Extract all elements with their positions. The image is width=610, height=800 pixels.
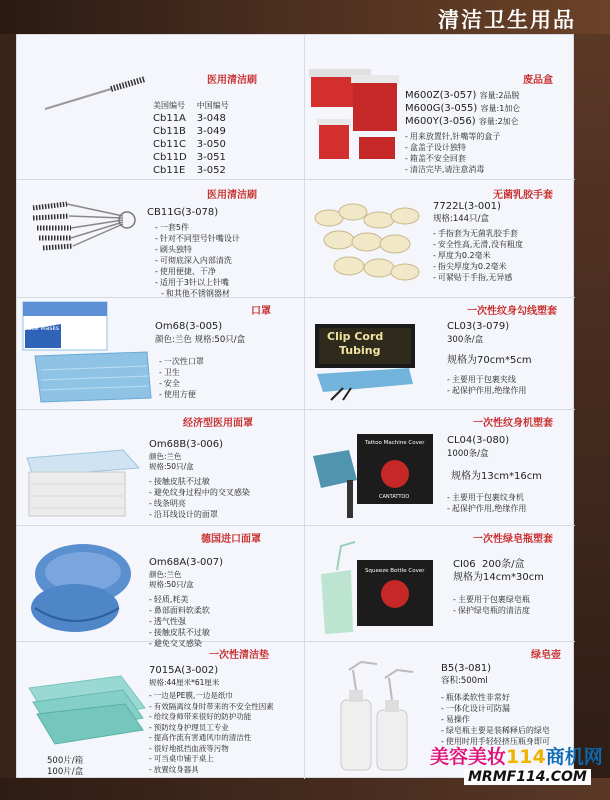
- feature-item: - 主要用于包裹绿皂瓶: [453, 594, 530, 605]
- product-spec: 规格:144只/盒: [433, 214, 489, 224]
- category-title: 德国进口面罩: [201, 534, 261, 545]
- feature-item: - 主要用于包裹纹身机: [447, 492, 526, 503]
- product-qty: 300条/盒: [447, 335, 484, 345]
- feature-item: - 箱盖不安全回套: [405, 153, 500, 164]
- us-code: Cb11A: [153, 113, 186, 124]
- category-title: 医用清洁刷: [207, 75, 257, 86]
- product-code: Om68A(3-007): [149, 557, 224, 568]
- cn-code: 3-052: [196, 165, 226, 176]
- feature-item: - 绿皂瓶主要是装稀释后的绿皂: [441, 725, 550, 736]
- pad-image: [25, 668, 149, 748]
- table-row: [153, 112, 239, 125]
- feature-list: [453, 594, 530, 616]
- watermark-url: MRMF114.COM: [464, 769, 591, 785]
- cn-code: 3-051: [196, 152, 226, 163]
- feature-item: - 给纹身师带来很好的防护功能: [149, 712, 274, 723]
- product-machine-cover: [305, 410, 575, 525]
- watermark-logo-text: [430, 742, 603, 769]
- watermark-text-b: 商机网: [545, 746, 603, 768]
- catalog-page: [16, 34, 574, 778]
- category-title: 口罩: [251, 306, 271, 317]
- feature-item: - 避免交叉感染: [149, 638, 210, 649]
- decorative-side-band: [574, 34, 610, 800]
- clip-cord-box-label: Clip Cord: [327, 330, 384, 343]
- feature-item: - 可彻底深入内部清洗: [155, 255, 240, 266]
- feature-item: - 指尖厚度为0.2毫米: [433, 261, 523, 272]
- watermark-text-a: 美容美妆: [430, 746, 507, 768]
- feature-item: - 起保护作用,绝缘作用: [447, 385, 526, 396]
- feature-item: - 线条明亮: [149, 498, 250, 509]
- feature-list: [447, 374, 526, 396]
- table-row: [153, 151, 239, 164]
- german-mask-image: [23, 538, 143, 638]
- feature-item: - 起保护作用,绝缘作用: [447, 503, 526, 514]
- product-code: CL03(3-079): [447, 321, 510, 332]
- page-header: [0, 0, 610, 34]
- table-row: [153, 164, 239, 177]
- feature-item-continued: - 和其他不锈钢器材: [155, 288, 240, 299]
- feature-item: - 一体化设计可防漏: [441, 703, 550, 714]
- product-code: CB11G(3-078): [147, 207, 219, 218]
- product-spec: 规格:44厘米*61厘米: [149, 678, 220, 687]
- category-title: 无菌乳胶手套: [493, 190, 553, 201]
- product-code: 7015A(3-002): [149, 665, 219, 676]
- product-spec: 容积:500ml: [441, 676, 488, 686]
- feature-item: - 接触皮肤不过敏: [149, 627, 210, 638]
- cn-code: 3-049: [196, 126, 226, 137]
- category-title: 经济型医用面罩: [183, 418, 253, 429]
- feature-item: - 很好地抵挡血液等污物: [149, 744, 274, 755]
- feature-list: [441, 692, 550, 747]
- col-header: 中国编号: [196, 101, 229, 110]
- feature-item: - 易操作: [441, 714, 550, 725]
- product-qty: 200条/盒: [482, 559, 525, 570]
- product-code: B5(3-081): [441, 663, 492, 674]
- feature-item: - 保护绿皂瓶的清洁度: [453, 605, 530, 616]
- feature-item: - 一次性口罩: [159, 356, 204, 367]
- feature-item: - 鼻部面料软柔软: [149, 605, 210, 616]
- feature-item: - 放置纹身器具: [149, 765, 274, 776]
- table-row: [153, 138, 239, 151]
- brush-code-table: [153, 99, 239, 177]
- feature-item: - 针对不同型号针嘴设计: [155, 233, 240, 244]
- brush-image: [41, 75, 151, 115]
- model-spec: 容量:2加仑: [478, 117, 519, 126]
- model-list: [405, 89, 520, 128]
- product-color: 颜色:兰色: [149, 570, 182, 579]
- soap-bottle-image: [327, 656, 431, 774]
- product-brush: [17, 35, 304, 179]
- product-waste-box: [305, 35, 575, 179]
- site-watermark: [424, 742, 604, 792]
- model-code: M600Z(3-057): [405, 90, 477, 101]
- product-finger-cots: [305, 180, 575, 297]
- feature-item: - 主要用于包裹夹线: [447, 374, 526, 385]
- feature-item: - 一套5件: [155, 222, 240, 233]
- feature-item: - 使用便捷、干净: [155, 266, 240, 277]
- feature-item: - 使用方便: [159, 389, 204, 400]
- us-code: Cb11B: [153, 126, 186, 137]
- feature-item: - 盒盖子设计独特: [405, 142, 500, 153]
- feature-list: [447, 492, 526, 514]
- us-code: Cb11D: [153, 152, 187, 163]
- mask-box-label: Procedure Face Masks: [25, 318, 60, 332]
- product-pad: [17, 642, 304, 779]
- feature-item: - 可当桌巾铺于桌上: [149, 754, 274, 765]
- product-economy-mask: [17, 410, 304, 525]
- feature-item: - 透气性强: [149, 616, 210, 627]
- model-spec: 容量:1加仑: [480, 104, 521, 113]
- bottle-cover-box-label: Squeeze Bottle Cover: [365, 568, 425, 574]
- feature-item: - 一边是PE膜,一边是纸巾: [149, 691, 274, 702]
- pad-qty-pack: 100片/盒: [47, 767, 84, 777]
- category-title: 医用清洁刷: [207, 190, 257, 201]
- feature-list: [149, 691, 274, 775]
- machine-cover-box-label: Tattoo Machine Cover: [365, 440, 425, 446]
- product-code: 7722L(3-001): [433, 201, 501, 212]
- feature-item: - 使用时用手轻轻挤压瓶身即可: [441, 736, 550, 747]
- page-title: 清洁卫生用品: [438, 8, 576, 32]
- feature-item: - 适用于3针以上针嘴: [155, 277, 240, 288]
- product-spec: 规格:50只/盒: [149, 580, 194, 589]
- product-code: Om68B(3-006): [149, 439, 224, 450]
- feature-item: - 安全: [159, 378, 204, 389]
- category-title: 一次性纹身勾线塑套: [467, 306, 557, 317]
- feature-item: - 刷头独特: [155, 244, 240, 255]
- product-color: 颜色:兰色: [149, 452, 182, 461]
- feature-item: - 安全性高,无滑,没有粗度: [433, 239, 523, 250]
- category-title: 废品盒: [523, 75, 553, 86]
- economy-mask-image: [23, 428, 143, 520]
- product-clip-cord: [305, 298, 575, 409]
- table-row: [153, 125, 239, 138]
- category-title: 绿皂壶: [531, 650, 561, 661]
- product-spec: 颜色:兰色 规格:50只/盒: [155, 335, 246, 345]
- category-title: 一次性纹身机塑套: [473, 418, 553, 429]
- col-header: 美国编号: [153, 101, 185, 110]
- finger-cots-image: [309, 194, 427, 294]
- model-code: M600G(3-055): [405, 103, 478, 114]
- feature-item: - 清洁完毕,请注意消毒: [405, 164, 500, 175]
- cn-code: 3-050: [196, 139, 226, 150]
- feature-item: - 卫生: [159, 367, 204, 378]
- feature-item: - 沿耳线设计的面罩: [149, 509, 250, 520]
- model-spec: 容量:2品脱: [479, 91, 520, 100]
- watermark-number: 114: [506, 746, 546, 768]
- product-spec: 规格为13cm*16cm: [451, 471, 542, 482]
- feature-item: - 避免纹身过程中的交叉感染: [149, 487, 250, 498]
- category-title: 一次性绿皂瓶塑套: [473, 534, 553, 545]
- machine-cover-box-brand: CANTATTOO: [379, 494, 410, 500]
- feature-item: - 用来放置针,针嘴等的盒子: [405, 131, 500, 142]
- feature-item: - 预防纹身护理员工专业: [149, 723, 274, 734]
- category-title: 一次性清洁垫: [209, 650, 269, 661]
- clip-cord-box-label: Tubing: [339, 344, 381, 357]
- us-code: Cb11C: [153, 139, 187, 150]
- product-code: CL04(3-080): [447, 435, 510, 446]
- product-mask: [17, 298, 304, 409]
- product-code: CI06: [453, 559, 476, 570]
- feature-list: [405, 131, 500, 175]
- bottle-cover-image: [311, 540, 435, 638]
- product-bottle-cover: [305, 526, 575, 641]
- feature-list: [149, 476, 250, 520]
- product-code-line: [453, 558, 524, 571]
- feature-item: - 轻质,耗美: [149, 594, 210, 605]
- brush-set-image: [27, 194, 137, 254]
- us-code: Cb11E: [153, 165, 186, 176]
- product-spec: 规格:50只/盒: [149, 462, 194, 471]
- product-code: Om68(3-005): [155, 321, 223, 332]
- feature-item: - 可紧贴于手指,无异感: [433, 272, 523, 283]
- feature-item: - 提高作流有害通风巾的清洁性: [149, 733, 274, 744]
- feature-list: [433, 228, 523, 283]
- feature-item: - 手指套为无菌乳胶手套: [433, 228, 523, 239]
- feature-list: [149, 594, 210, 649]
- waste-box-image: [309, 65, 401, 165]
- pad-qty-box: 500片/箱: [47, 756, 84, 766]
- feature-item: - 厚度为0.2毫米: [433, 250, 523, 261]
- product-qty: 1000条/盒: [447, 449, 489, 459]
- feature-item: - 瓶体柔软性非常好: [441, 692, 550, 703]
- feature-list: [159, 356, 204, 400]
- cn-code: 3-048: [196, 113, 226, 124]
- feature-item: - 有效隔离纹身时带来的不安全性因素: [149, 702, 274, 713]
- product-german-mask: [17, 526, 304, 648]
- product-spec: 规格为14cm*30cm: [453, 572, 544, 583]
- model-code: M600Y(3-056): [405, 116, 476, 127]
- feature-list: [155, 222, 240, 299]
- product-brush-set: [17, 180, 304, 297]
- feature-item: - 接触皮肤不过敏: [149, 476, 250, 487]
- product-spec: 规格为70cm*5cm: [447, 355, 532, 366]
- mask-box-image: [21, 300, 151, 404]
